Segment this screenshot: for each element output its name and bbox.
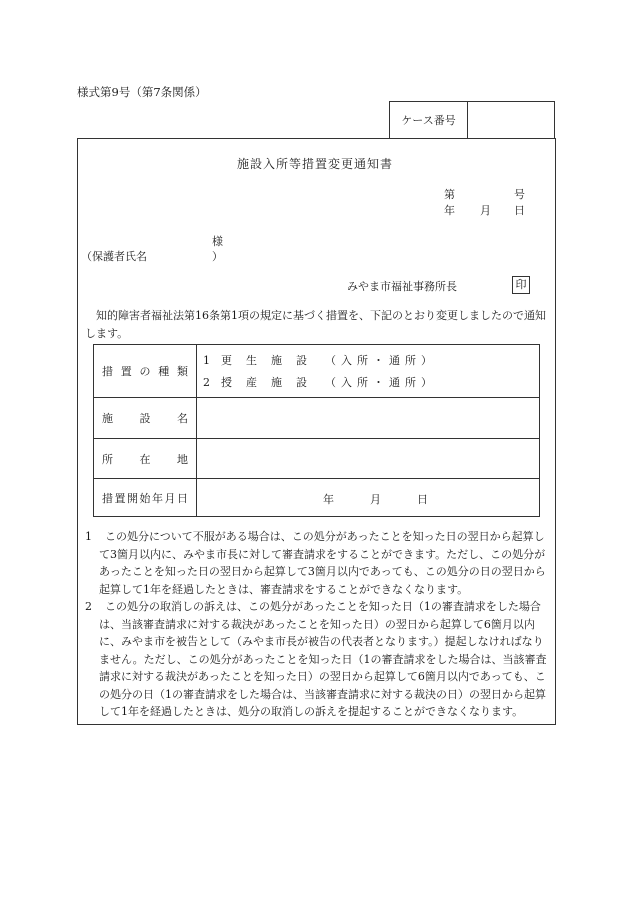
type-options-cell — [197, 345, 540, 398]
option-row[interactable] — [197, 371, 539, 393]
seal-box: 印 — [512, 276, 530, 294]
option-number: 1 — [203, 353, 210, 367]
table-row — [94, 398, 540, 439]
option-name: 授産施設 — [221, 376, 321, 389]
location-label-cell — [94, 439, 197, 479]
start-date-label: 措置開始年月日 — [102, 491, 188, 505]
option-row[interactable] — [197, 349, 539, 371]
note-number: 2 — [85, 600, 92, 613]
table-row — [94, 479, 540, 517]
table-row — [94, 439, 540, 479]
case-number-box — [389, 101, 555, 138]
note-number: 1 — [85, 530, 92, 543]
note-item — [85, 528, 553, 598]
guardian-close-paren: ） — [212, 250, 223, 263]
doc-number-suffix: 号 — [514, 188, 525, 201]
start-date-field[interactable] — [197, 479, 540, 517]
main-text: 知的障害者福祉法第16条第1項の規定に基づく措置を、下記のとおり変更しましたので通知します。 — [85, 309, 546, 340]
facility-label: 施設名 — [102, 412, 188, 425]
note-text: この処分について不服がある場合は、この処分があったことを知った日の翌日から起算して3箇月以内に、みやま市長に対して審査請求をすることができます。ただし、この処分があったことを知った日の翌日から起算して3箇月以内であっても、この処分の日の翌日から起算して1年を経過したときは、審査請求をすることができなくなります。 — [99, 530, 546, 596]
location-label: 所在地 — [102, 452, 188, 466]
date-month: 月 — [480, 204, 491, 217]
guardian-label: （保護者氏名 — [81, 250, 147, 263]
notes-section — [85, 528, 553, 721]
addressee-honorific: 様 — [212, 235, 223, 248]
measure-table — [93, 344, 540, 517]
table-row — [94, 345, 540, 398]
doc-number-prefix: 第 — [444, 188, 455, 201]
date-year: 年 — [444, 204, 455, 217]
document-title: 施設入所等措置変更通知書 — [236, 157, 393, 171]
facility-label-cell — [94, 398, 197, 439]
facility-field[interactable] — [197, 398, 540, 439]
form-number-label: 様式第9号（第7条関係） — [77, 85, 207, 99]
start-date-day: 日 — [417, 493, 428, 506]
start-date-year: 年 — [323, 493, 334, 506]
date-day: 日 — [514, 204, 525, 217]
start-date-label-cell — [94, 479, 197, 517]
seal-mark — [512, 276, 530, 294]
option-number: 2 — [203, 375, 210, 389]
case-number-field[interactable] — [468, 102, 554, 138]
option-name: 更生施設 — [221, 354, 321, 367]
option-usage: （入所・通所） — [325, 376, 437, 389]
type-label-cell — [94, 345, 197, 398]
note-item — [85, 598, 553, 721]
option-usage: （入所・通所） — [325, 354, 437, 367]
case-number-label: ケース番号 — [390, 102, 468, 138]
issuer-name: みやま市福祉事務所長 — [347, 280, 457, 293]
start-date-month: 月 — [370, 493, 381, 506]
note-text: この処分の取消しの訴えは、この処分があったことを知った日（1の審査請求をした場合は、当該審査請求に対する裁決があったことを知った日）の翌日から起算して6箇月以内に、みやま市を被告として（みやま市長が被告の代表者となります。）提起しなければなりません。ただし、この処分があったことを知った日（1の審査請求をした場合は、当該審査請求に対する裁決があったことを知った日）の翌日から起算して6箇月以内であっても、この処分の日（1の審査請求をした場合は、当該審査請求に対する裁決の日）の翌日から起算して1年を経過したときは、処分の取消しの訴えを提起することができなくなります。 — [99, 600, 547, 718]
type-label: 措置の種類 — [102, 365, 188, 378]
location-field[interactable] — [197, 439, 540, 479]
